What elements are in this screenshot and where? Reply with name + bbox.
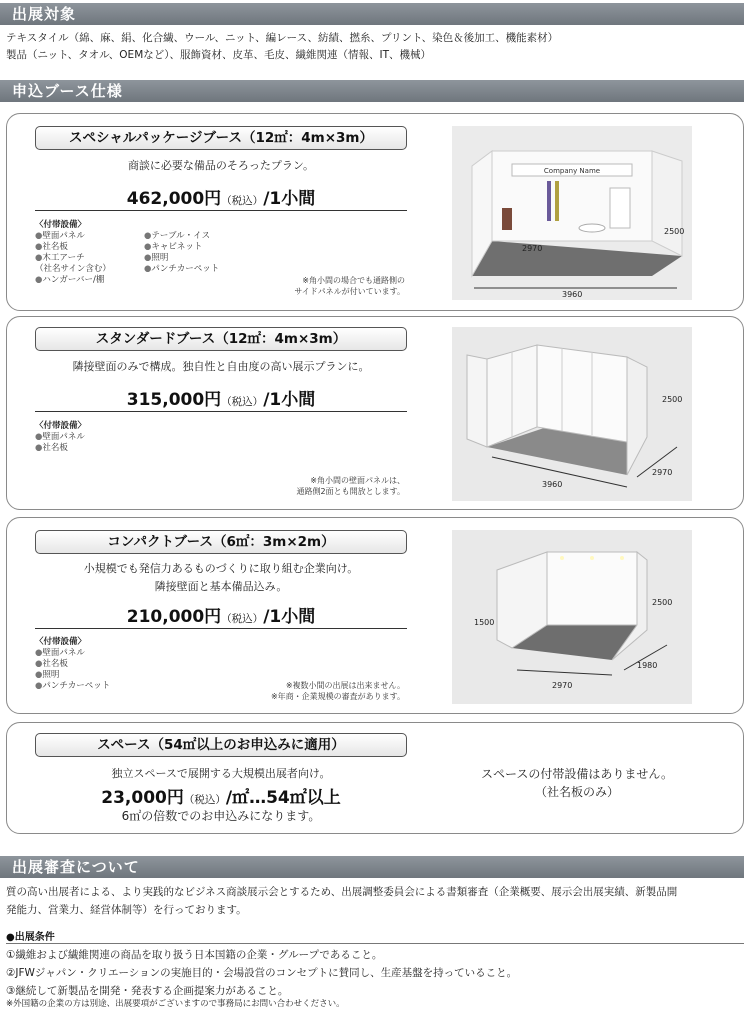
divider	[35, 411, 407, 412]
booth-note: ※角小間の場合でも通路側の サイドパネルが付いています。	[294, 276, 405, 296]
exhibit-target-line-2: 製品（ニット、タオル、OEMなど）、服飾資材、皮革、毛皮、繊維関連（情報、IT、機械）	[6, 49, 432, 61]
booth-title: スペシャルパッケージブース（12㎡：4m×3m）	[35, 126, 407, 150]
condition-item-2: ②JFWジャパン・クリエーションの実施目的・会場設営のコンセプトに賛同し、生産基盤を持っていること。	[6, 967, 518, 979]
price-tax-label: （税込）	[183, 794, 226, 806]
price-unit: /1小間	[263, 189, 316, 209]
equipment-list	[35, 432, 85, 454]
equipment-item: ●木工アーチ	[35, 253, 85, 263]
dimension-depth: 2970	[522, 244, 543, 253]
booth-price	[35, 602, 407, 627]
review-paragraph-2: 発能力、営業力、経営体制等）を行っております。	[6, 904, 247, 916]
booth-title: スタンダードブース（12㎡：4m×3m）	[35, 327, 407, 351]
equipment-list-1	[35, 231, 111, 286]
price-value: 23,000円	[101, 788, 184, 808]
booth-card-standard	[6, 316, 744, 510]
equipment-item: ●壁面パネル	[35, 231, 85, 241]
space-equipment-note-2: （社名板のみ）	[534, 785, 619, 799]
equipment-item: ●パンチカーペット	[144, 264, 220, 274]
equipment-heading: 〈付帯設備〉	[35, 637, 87, 647]
booth-multiple-note: 6㎡の倍数でのお申込みになります。	[121, 809, 321, 823]
equipment-item-sub: （社名サイン含む）	[35, 264, 111, 274]
equipment-list-2	[144, 231, 219, 275]
booth-description: 商談に必要な備品のそろったプラン。	[127, 159, 315, 172]
booth-title: コンパクトブース（6㎡：3m×2m）	[35, 530, 407, 554]
foreign-company-footnote: ※外国籍の企業の方は別途、出展要項がございますので事務局にお問い合わせください。	[6, 999, 345, 1009]
price-tax-label: （税込）	[221, 396, 264, 408]
review-paragraph-1: 質の高い出展者による、より実践的なビジネス商談展示会とするため、出展調整委員会による書類審査（企業概要、展示会出展実績、新製品開	[6, 886, 678, 898]
equipment-heading: 〈付帯設備〉	[35, 220, 87, 230]
booth-card-space	[6, 722, 744, 834]
booth-photo-special	[452, 126, 692, 300]
booth-photo-compact	[452, 530, 692, 704]
equipment-item: ●社名板	[35, 242, 68, 252]
divider	[35, 628, 407, 629]
booth-illustration	[452, 126, 692, 300]
booth-photo-standard	[452, 327, 692, 501]
booth-price	[35, 184, 407, 209]
section-heading-booth-spec: 申込ブース仕様	[0, 80, 744, 102]
section-heading-exhibit-target: 出展対象	[0, 3, 744, 25]
equipment-item: ●壁面パネル	[35, 432, 85, 442]
space-equipment-note-1: スペースの付帯設備はありません。	[480, 767, 674, 781]
booth-description: 隣接壁面のみで構成。独自性と自由度の高い展示プランに。	[72, 360, 370, 373]
booth-price	[35, 385, 407, 410]
price-tax-label: （税込）	[221, 195, 264, 207]
dimension-height: 2500	[652, 598, 673, 607]
booth-description-1: 小規模でも発信力あるものづくりに取り組む企業向け。	[83, 562, 359, 575]
exhibit-target-line-1: テキスタイル（綿、麻、絹、化合繊、ウール、ニット、編レース、紡績、撚糸、プリント、染色＆後加工、機能素材）	[6, 32, 559, 44]
equipment-item: ●テーブル・イス	[144, 231, 211, 241]
price-unit: /1小間	[263, 607, 316, 627]
equipment-item: ●照明	[144, 253, 169, 263]
booth-note: ※複数小間の出展は出来ません。 ※年商・企業規模の審査があります。	[270, 681, 405, 701]
booth-description: 独立スペースで展開する大規模出展者向け。	[111, 767, 331, 780]
equipment-item: ●キャビネット	[144, 242, 203, 252]
booth-price	[35, 783, 407, 808]
equipment-item: ●ハンガーバー/棚	[35, 275, 105, 285]
equipment-item: ●照明	[35, 670, 60, 680]
condition-item-3: ③継続して新製品を開発・発表する企画提案力があること。	[6, 985, 289, 997]
dimension-width: 2970	[552, 681, 573, 690]
booth-title: スペース（54㎡以上のお申込みに適用）	[35, 733, 407, 757]
divider	[6, 943, 744, 944]
booth-description-2: 隣接壁面と基本備品込み。	[154, 580, 288, 593]
equipment-item: ●壁面パネル	[35, 648, 85, 658]
booth-illustration	[452, 327, 692, 501]
dimension-height: 2500	[664, 227, 685, 236]
price-tax-label: （税込）	[221, 613, 264, 625]
price-value: 462,000円	[126, 189, 222, 209]
booth-card-compact	[6, 517, 744, 714]
price-unit: /1小間	[263, 390, 316, 410]
price-value: 210,000円	[126, 607, 222, 627]
company-name-sign: Company Name	[543, 167, 601, 175]
equipment-item: ●社名板	[35, 443, 68, 453]
dimension-depth: 1980	[637, 661, 658, 670]
condition-item-1: ①繊維および繊維関連の商品を取り扱う日本国籍の企業・グループであること。	[6, 949, 383, 961]
dimension-depth: 2970	[652, 468, 673, 477]
conditions-heading: ●出展条件	[6, 932, 55, 943]
booth-card-special	[6, 113, 744, 311]
price-unit: /㎡…54㎡以上	[225, 788, 341, 808]
booth-illustration	[452, 530, 692, 704]
dimension-width: 3960	[562, 290, 583, 299]
divider	[35, 210, 407, 211]
equipment-heading: 〈付帯設備〉	[35, 421, 87, 431]
equipment-list	[35, 648, 110, 692]
dimension-height: 2500	[662, 395, 683, 404]
equipment-item: ●社名板	[35, 659, 68, 669]
dimension-width: 3960	[542, 480, 563, 489]
booth-note: ※角小間の壁面パネルは、 通路側2面とも開放とします。	[296, 476, 405, 496]
equipment-item: ●パンチカーペット	[35, 681, 111, 691]
section-heading-review: 出展審査について	[0, 856, 744, 878]
price-value: 315,000円	[126, 390, 222, 410]
dimension-side: 1500	[474, 618, 495, 627]
